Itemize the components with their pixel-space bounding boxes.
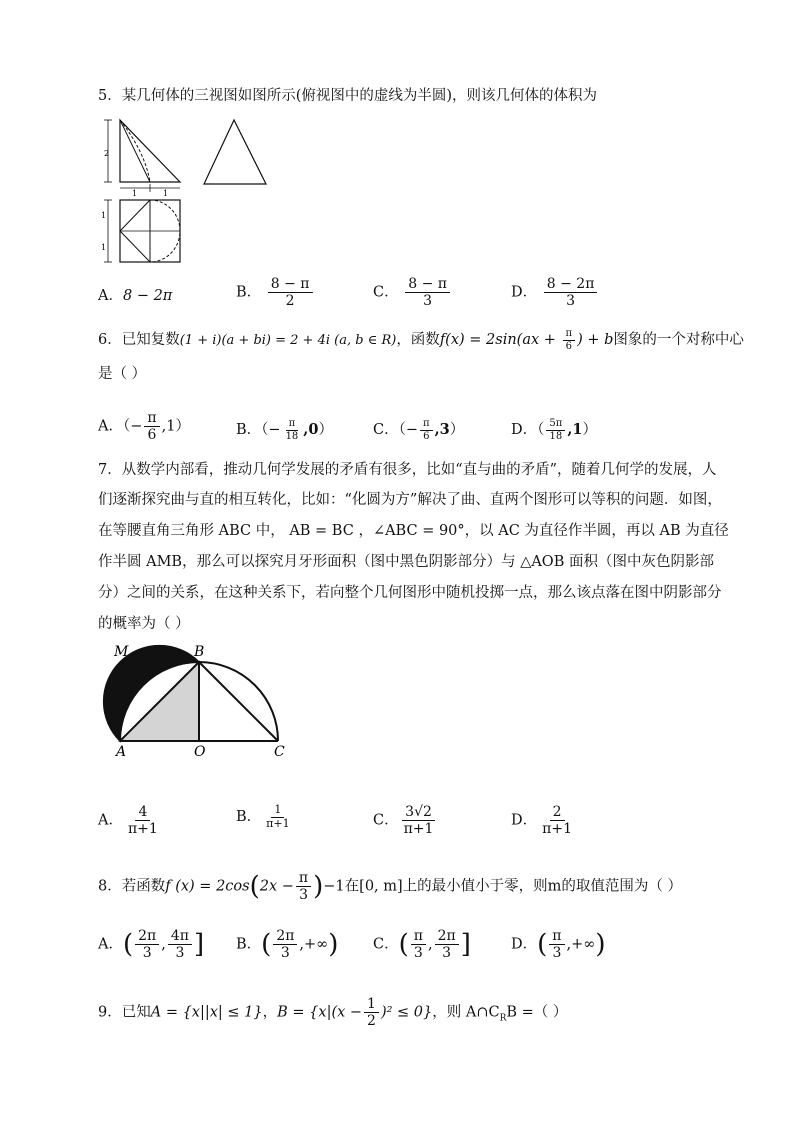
q7-line-1: 7．从数学内部看，推动几何学发展的矛盾有很多，比如“直与曲的矛盾”，随着几何学的发展，人 — [98, 462, 717, 478]
q8-option-b[interactable]: B．( $\frac{2\pi}{3}$ ,+∞) — [236, 928, 339, 962]
q7-option-c[interactable]: C． $\frac{3√2}{\pi+1}$ — [373, 804, 434, 838]
q8-stem: 8．若函数f (x) = 2cos(2x − $\frac{\pi}{3}$ )−1在[0, m]上的最小值小于零，则m的取值范围为（ ） — [98, 870, 683, 904]
q7-line-3: 在等腰直角三角形 ABC 中， AB = BC ，∠ABC = 90°，以 AC 为直径作半圆，再以 AB 为直径 — [98, 523, 729, 539]
q7-option-a[interactable]: A． $\frac{4}{\pi+1}$ — [98, 804, 158, 838]
side-view — [204, 120, 266, 184]
q7-line-4: 作半圆 AMB，那么可以探究月牙形面积（图中黑色阴影部分）与 △AOB 面积（图中灰色阴影部 — [98, 554, 714, 570]
q7-line-2: 们逐渐探究曲与直的相互转化，比如：“化圆为方”解决了曲、直两个图形可以等积的问题．如图， — [98, 492, 722, 508]
q7-option-d[interactable]: D． $\frac{2}{\pi+1}$ — [511, 804, 572, 838]
dim-label-1a: 1 — [132, 189, 138, 198]
q6-option-b[interactable]: B．（− $\frac{\pi}{18}$ ,0） — [236, 418, 333, 442]
label-c: C — [274, 744, 285, 760]
front-view — [104, 120, 180, 192]
q7-option-b[interactable]: B． $\frac{1}{\pi+1}$ — [236, 803, 290, 830]
dim-label-1b: 1 — [163, 189, 169, 198]
q6-stem-line2: 是（ ） — [98, 366, 147, 382]
q6-option-c[interactable]: C．（− $\frac{\pi}{6}$ ,3） — [373, 418, 465, 442]
q5-option-d[interactable]: D． $\frac{8 - 2\pi}{3}$ — [511, 276, 599, 309]
q8-option-d[interactable]: D．( $\frac{\pi}{3}$ ,+∞) — [511, 928, 606, 962]
three-view-figure — [100, 112, 290, 272]
q6-option-a[interactable]: A．（− $\frac{\pi}{6}$ ,1） — [98, 410, 190, 444]
q8-option-c[interactable]: C．( $\frac{\pi}{3}$ , $\frac{2\pi}{3}$ ] — [373, 928, 471, 962]
label-o: O — [194, 744, 206, 760]
dim-label-1d: 1 — [101, 243, 107, 252]
q9-stem: 9．已知A = {x||x| ≤ 1}，B = {x|(x − $\frac{1}{2}$ )² ≤ 0}，则 $A\cap C_RB$ =（ ） — [98, 996, 568, 1030]
label-a: A — [116, 744, 127, 760]
q5-option-b[interactable]: B． $\frac{8 - \pi}{2}$ — [236, 276, 315, 309]
lune-figure — [98, 640, 298, 762]
q6-option-d[interactable]: D．（ $\frac{5\pi}{18}$ ,1） — [511, 418, 597, 442]
q8-option-a[interactable]: A．( $\frac{2\pi}{3}$ , $\frac{4\pi}{3}$ ] — [98, 928, 205, 962]
dim-label-2: 2 — [104, 149, 110, 158]
q6-stem: 6．已知复数(1 + i)(a + bi) = 2 + 4i (a, b ∈ R)，函数f(x) = 2sin(ax + $\frac{\pi}{6}$ ) + b图象的一个对称中心 — [98, 328, 744, 352]
q7-line-5: 分）之间的关系，在这种关系下，若向整个几何图形中随机投掷一点，那么该点落在图中阴影部分 — [98, 585, 722, 601]
dim-label-1c: 1 — [101, 211, 107, 220]
q5-option-c[interactable]: C． $\frac{8 - \pi}{3}$ — [373, 276, 452, 309]
top-view — [104, 200, 180, 262]
label-b: B — [194, 644, 205, 660]
q7-line-6: 的概率为（ ） — [98, 616, 190, 632]
q5-option-a[interactable]: A．8 − 2π — [98, 288, 173, 304]
q5-stem: 5．某几何体的三视图如图所示(俯视图中的虚线为半圆)，则该几何体的体积为 — [98, 88, 598, 104]
label-m: M — [114, 644, 129, 660]
